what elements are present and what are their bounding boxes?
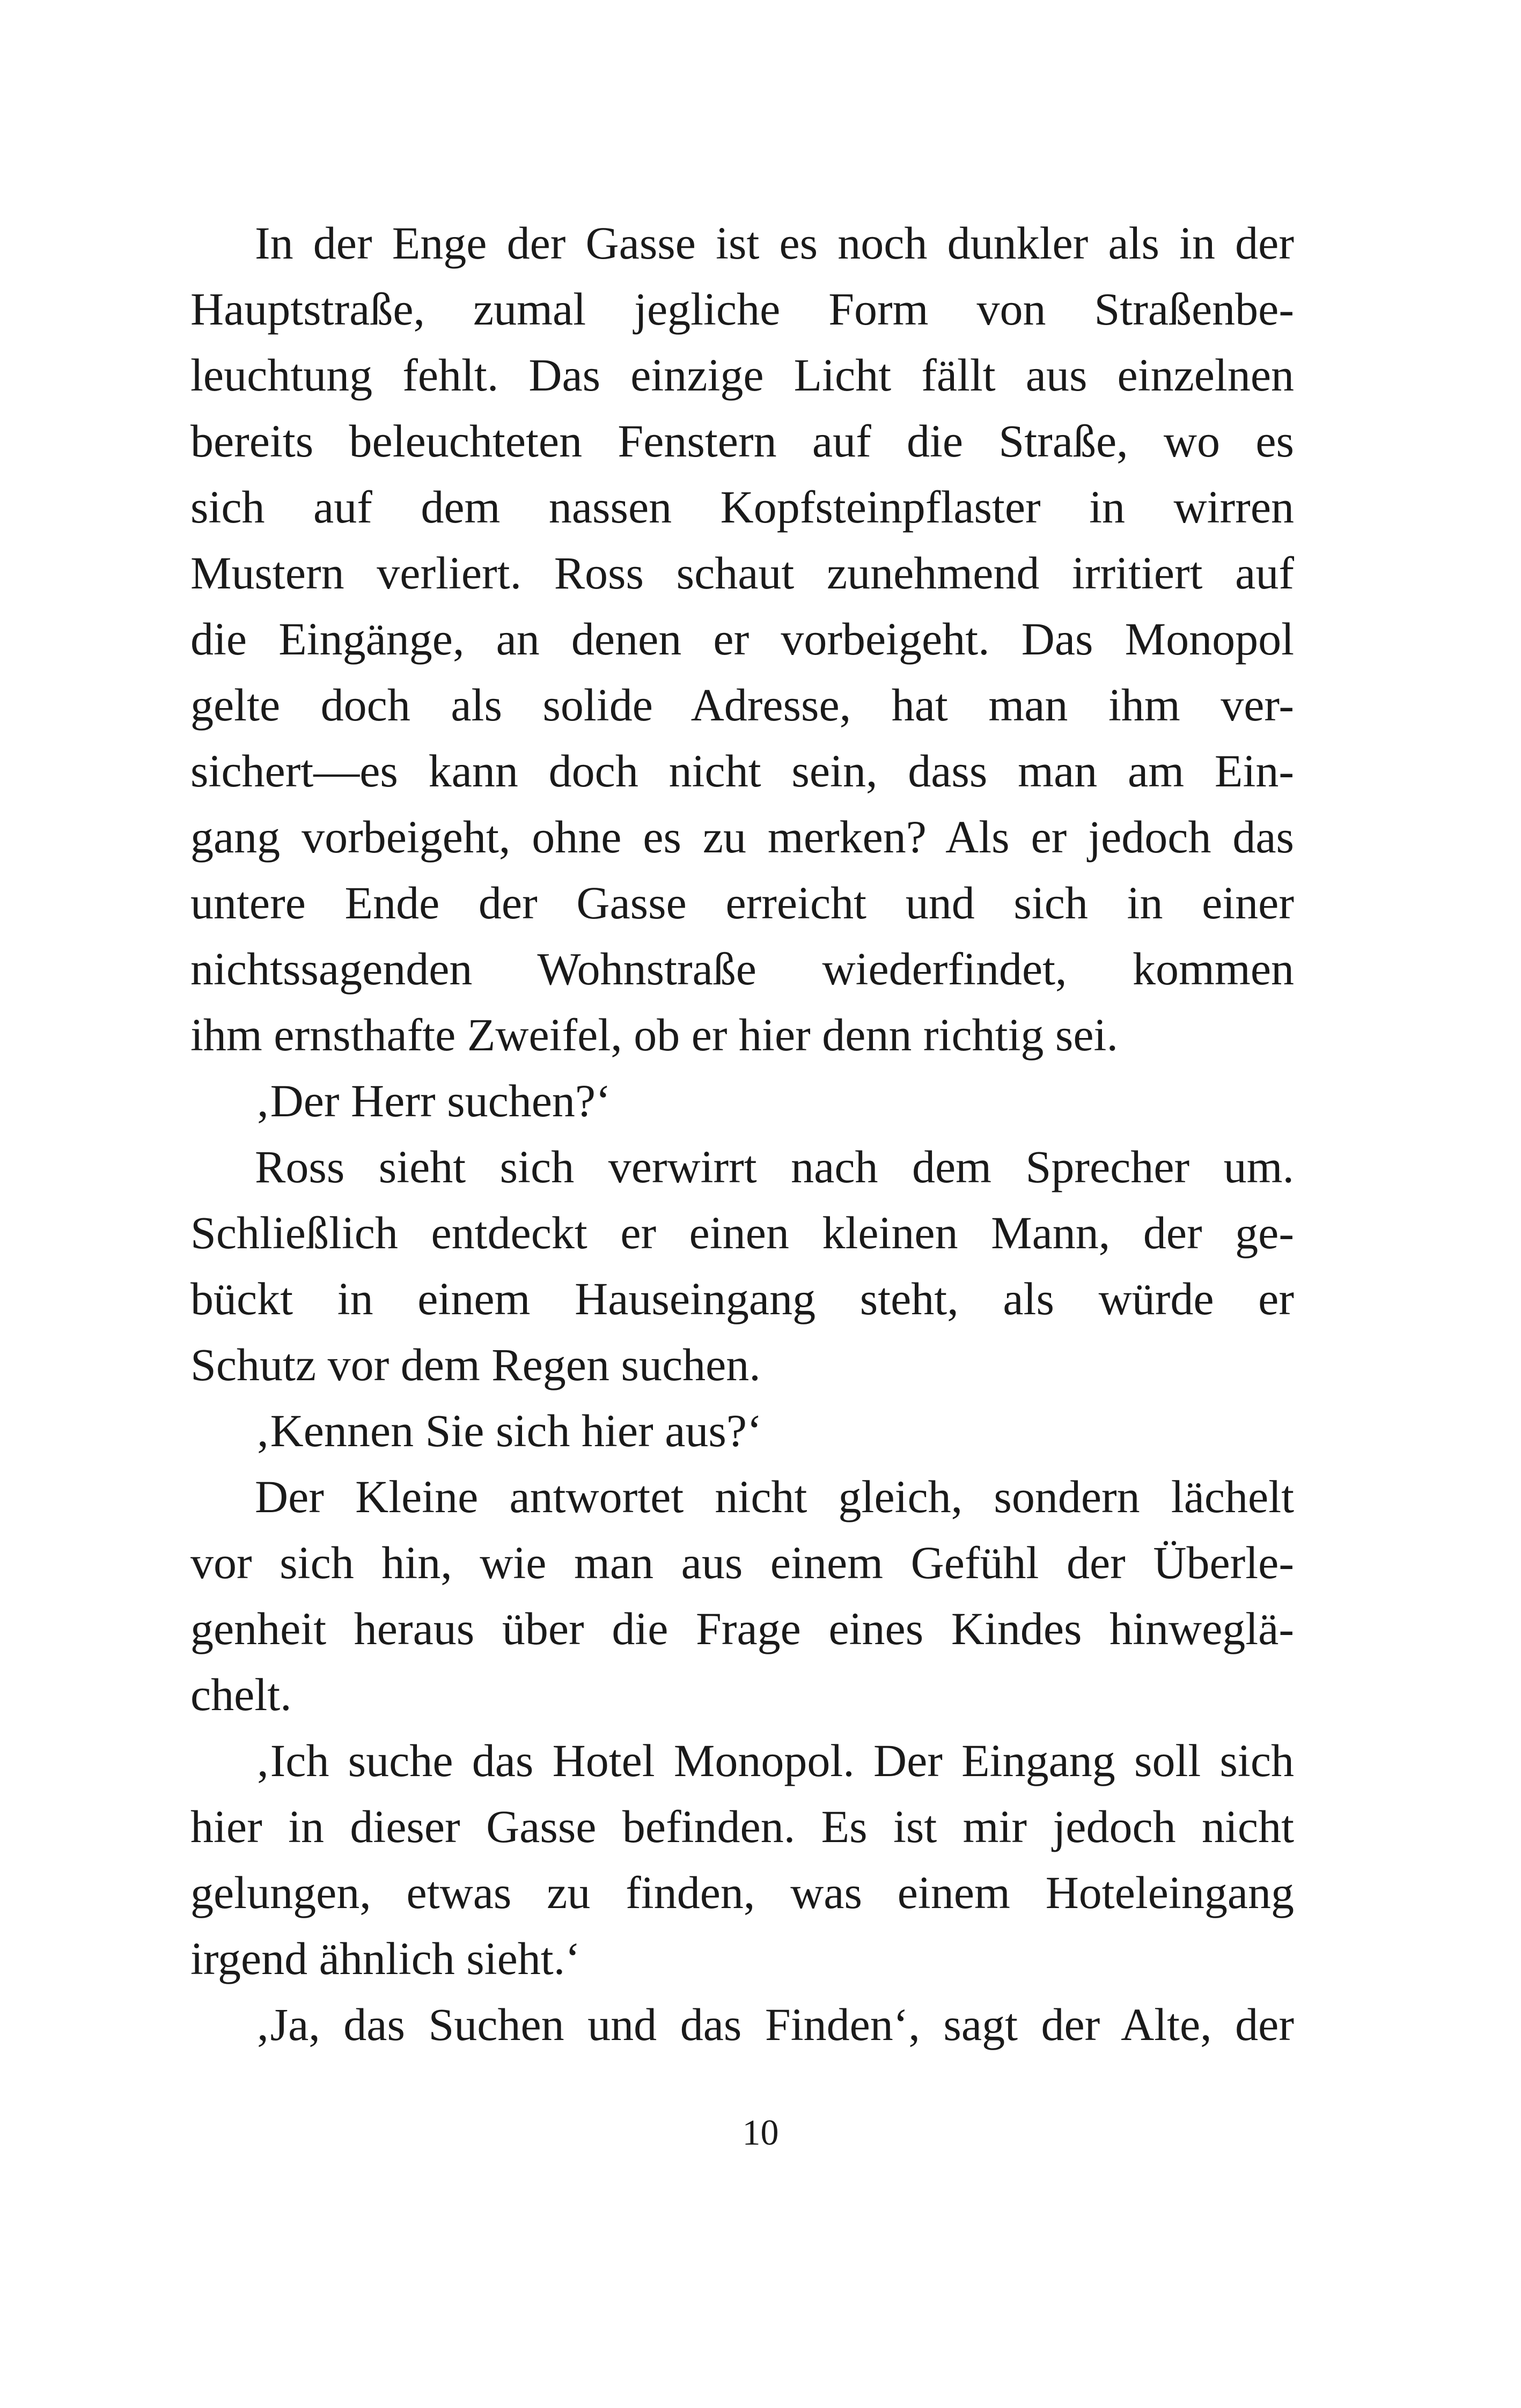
text-line: genheit heraus über die Frage eines Kindes hinweglä-: [190, 1603, 1294, 1654]
text-line: Mustern verliert. Ross schaut zunehmend irritiert auf: [190, 547, 1294, 599]
text-line: leuchtung fehlt. Das einzige Licht fällt aus einzelnen: [190, 349, 1294, 401]
text-line: gang vorbeigeht, ohne es zu merken? Als er jedoch das: [190, 811, 1294, 863]
text-line: ‚Ich suche das Hotel Monopol. Der Eingang soll sich: [255, 1735, 1294, 1786]
text-line: Hauptstraße, zumal jegliche Form von Straßenbe-: [190, 283, 1294, 335]
text-line: Ross sieht sich verwirrt nach dem Sprecher um.: [255, 1141, 1294, 1192]
text-line: ‚Kennen Sie sich hier aus?‘: [255, 1405, 762, 1456]
text-line: bereits beleuchteten Fenstern auf die Straße, wo es: [190, 415, 1294, 467]
page-number: 10: [742, 2112, 779, 2153]
text-line: chelt.: [190, 1669, 292, 1720]
text-line: bückt in einem Hauseingang steht, als würde er: [190, 1273, 1294, 1324]
text-line: ‚Der Herr suchen?‘: [255, 1075, 611, 1126]
text-line: sichert—es kann doch nicht sein, dass man am Ein-: [190, 745, 1294, 797]
text-line: irgend ähnlich sieht.‘: [190, 1933, 581, 1984]
text-line: untere Ende der Gasse erreicht und sich in einer: [190, 877, 1294, 929]
text-line: Schutz vor dem Regen suchen.: [190, 1339, 761, 1390]
text-line: hier in dieser Gasse befinden. Es ist mir jedoch nicht: [190, 1801, 1294, 1852]
text-line: nichtssagenden Wohnstraße wiederfindet, kommen: [190, 943, 1294, 995]
text-line: vor sich hin, wie man aus einem Gefühl der Überle-: [190, 1537, 1294, 1588]
text-line: In der Enge der Gasse ist es noch dunkler als in der: [255, 217, 1294, 269]
text-line: die Eingänge, an denen er vorbeigeht. Das Monopol: [190, 613, 1294, 665]
text-line: gelungen, etwas zu finden, was einem Hoteleingang: [190, 1867, 1294, 1918]
text-line: gelte doch als solide Adresse, hat man ihm ver-: [190, 679, 1294, 731]
text-line: Schließlich entdeckt er einen kleinen Mann, der ge-: [190, 1207, 1294, 1258]
text-line: sich auf dem nassen Kopfsteinpflaster in wirren: [190, 481, 1294, 533]
text-line: Der Kleine antwortet nicht gleich, sondern lächelt: [255, 1471, 1294, 1522]
text-line: ‚Ja, das Suchen und das Finden‘, sagt der Alte, der: [255, 1999, 1294, 2050]
body-text: [190, 210, 1294, 2058]
text-line: ihm ernsthafte Zweifel, ob er hier denn richtig sei.: [190, 1009, 1118, 1061]
